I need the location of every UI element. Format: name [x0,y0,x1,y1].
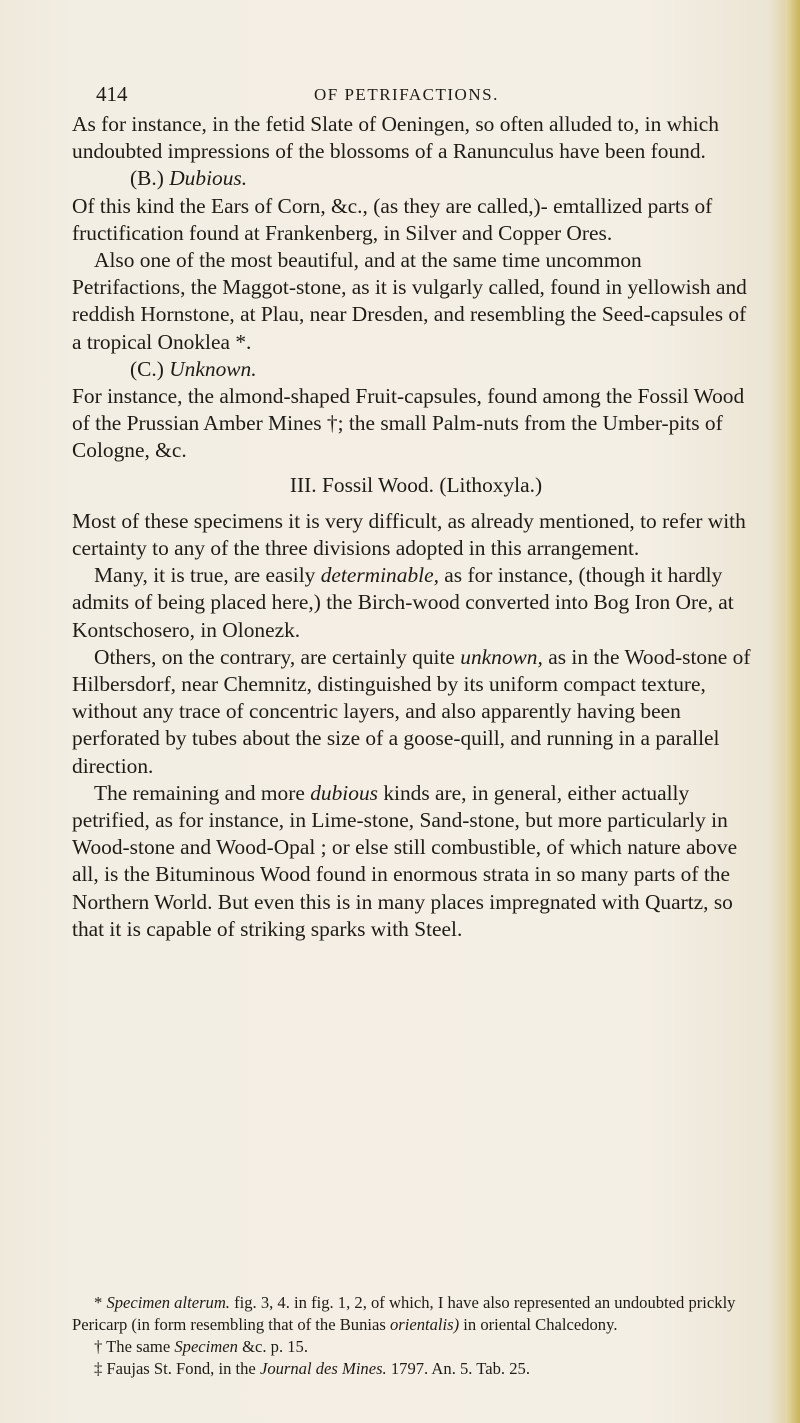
text-run: fig. 3, 4. in fig. 1, 2, of which, I have also represented an undoubted prickly Pericarp (in form resembling that of the Bunias [72,1293,736,1334]
emphasis: unknown, [460,644,543,669]
text-run: as in the Wood-stone of Hilbersdorf, near Chemnitz, distinguished by its uniform compact texture, without any trace of concentric layers, and also apparently having been perforated by tubes about the size of a goose-quill, and running in a parallel direction. [72,644,751,778]
paragraph-determinable [72,562,760,644]
section-heading-fossil-wood: III. Fossil Wood. (Lithoxyla.) [289,472,543,497]
subheading-marker: (C.) [130,356,164,381]
running-title: OF PETRIFACTIONS. [314,85,499,104]
paragraph-ears-of-corn: Of this kind the Ears of Corn, &c., (as they are called,)- emtallized parts of fructification found at Frankenberg, in Silver and Copper Ores. [72,193,713,245]
emphasis: dubious [310,780,378,805]
text-run: in oriental Chalcedony. [459,1315,618,1334]
footnote-asterisk [72,1292,762,1336]
page-header [96,82,696,112]
paragraph-unknown-wood-stone [72,644,760,780]
text-run: 1797. An. 5. Tab. 25. [386,1359,530,1378]
subheading-marker: (B.) [130,166,164,191]
footnote-dagger [72,1336,762,1358]
subheading-dubious [72,165,760,192]
paragraph-fruit-capsules: For instance, the almond-shaped Fruit-capsules, found among the Fossil Wood of the Prussian Amber Mines †; the small Palm-nuts from the Umber-pits of Cologne, &c. [72,384,745,463]
text-run: as for instance, (though it hardly admits of being placed here,) the Birch-wood converted into Bog Iron Ore, at Kontschosero, in Olonezk. [72,563,734,642]
footnotes [72,1292,762,1380]
emphasis: Specimen alterum. [106,1293,230,1312]
paragraph-oeningen: As for instance, in the fetid Slate of Oeningen, so often alluded to, in which undoubted impressions of the blossoms of a Ranunculus have been found. [72,112,719,164]
footnote-double-dagger [72,1358,762,1380]
paragraph-maggot-stone: Also one of the most beautiful, and at the same time uncommon Petrifactions, the Maggot-stone, as it is vulgarly called, found in yellowish and reddish Hornstone, at Plau, near Dresden, and resembling the Seed-capsules of a tropical Onoklea *. [72,248,747,354]
emphasis: determinable, [320,563,439,588]
page-number: 414 [96,82,128,106]
paragraph-dubious-kinds [72,780,760,943]
text-run: &c. p. 15. [237,1337,308,1356]
subheading-label: Unknown. [169,356,257,381]
page-edge [786,0,800,1423]
emphasis: orientalis) [389,1315,460,1334]
emphasis: Specimen [174,1337,238,1356]
subheading-label: Dubious. [169,166,248,191]
text-run: * [94,1293,107,1312]
text-run: † The same [94,1337,175,1356]
body-text [72,111,760,943]
text-run: The remaining and more [94,780,311,805]
emphasis: Journal des Mines. [259,1359,387,1378]
paragraph-most-specimens: Most of these specimens it is very difficult, as already mentioned, to refer with certainty to any of the three divisions adopted in this arrangement. [72,508,746,561]
text-run: Many, it is true, are easily [94,563,321,588]
text-run: kinds are, in general, either actually petrified, as for instance, in Lime-stone, Sand-stone, but more particularly in Wood-stone and Wood-Opal ; or else still combustible, of which nature above all, is the Bituminous Wood found in enormous strata in so many parts of the Northern World. But even this is in many places impregnated with Quartz, so that it is capable of striking sparks with Steel. [72,780,738,941]
subheading-unknown [72,356,760,383]
text-run: ‡ Faujas St. Fond, in the [94,1359,260,1378]
text-run: Others, on the contrary, are certainly quite [94,644,461,669]
